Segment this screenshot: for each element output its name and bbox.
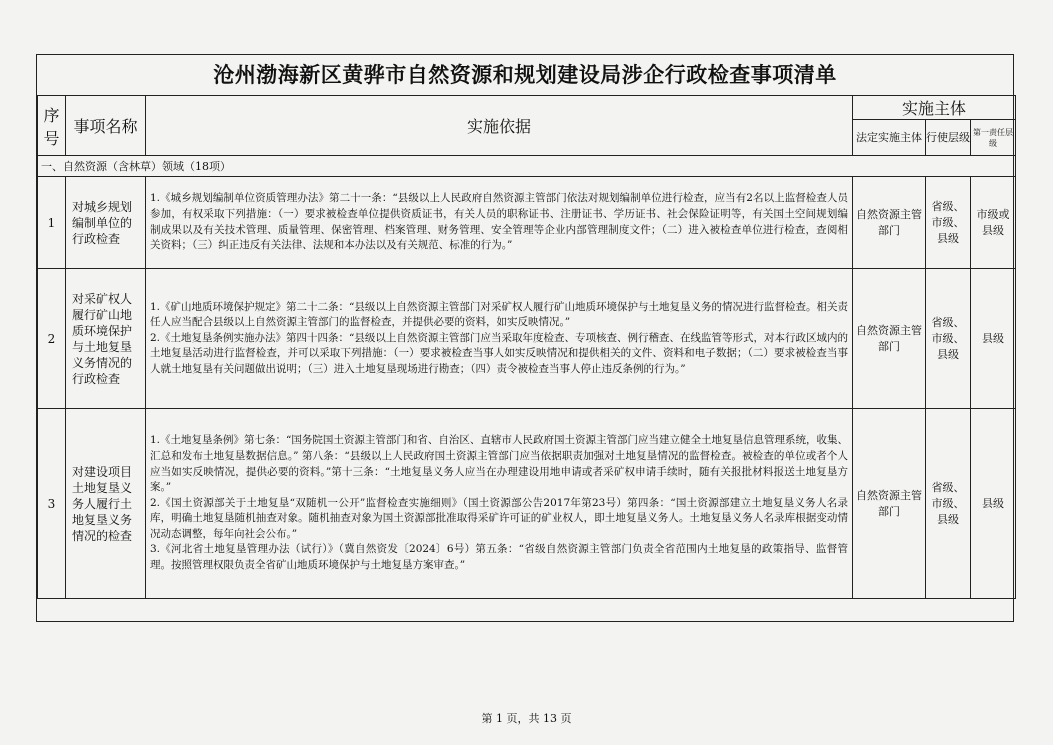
basis-paragraph: 1.《城乡规划编制单位资质管理办法》第二十一条：“县级以上人民政府自然资源主管部门依法对规划编制单位进行检查，应当有2名以上监督检查人员参加，有权采取下列措施：（一）要求被检查单位提供资质证书，有关人员的职称证书、注册证书、学历证书、社会保险证明等，有关国土空间规划编制成果以及有关技术管理、质量管理、保密管理、档案管理、财务管理、安全管理等企业内部管理制度文件；（二）进入被检查单位进行检查，查阅相关资料；（三）纠正违反有关法律、法规和本办法以及有关规范、标准的行为。” xyxy=(150,192,848,252)
statutory-subject: 自然资源主管部门 xyxy=(853,269,926,409)
table-row xyxy=(38,177,1016,269)
row-index: 2 xyxy=(38,269,66,409)
basis-paragraph: 2.《国土资源部关于土地复垦“双随机一公开”监督检查实施细则》（国土资源部公告2017年第23号）第四条：“国土资源部建立土地复垦义务人名录库，明确土地复垦随机抽查对象。随机抽查对象为国土资源部批准取得采矿许可证的矿业权人，即土地复垦义务人。土地复垦义务人名录库根据变动情况动态调整，每年向社会公布。” xyxy=(150,496,848,540)
basis-paragraph: 2.《土地复垦条例实施办法》第四十四条：“县级以上自然资源主管部门应当采取年度检查、专项核查、例行稽查、在线监管等形式，对本行政区域内的土地复垦活动进行监督检查，并可以采取下列措施：（一）要求被检查当事人如实反映情况和提供相关的文件、资料和电子数据；（二）要求被检查当事人就土地复垦有关问题做出说明；（三）进入土地复垦现场进行勘查；（四）责令被检查当事人停止违反条例的行为。” xyxy=(150,331,848,375)
basis-paragraph: 1.《矿山地质环境保护规定》第二十二条：“县级以上自然资源主管部门对采矿权人履行矿山地质环境保护与土地复垦义务的情况进行监督检查。相关责任人应当配合县级以上自然资源主管部门的监督检查，并提供必要的资料，如实反映情况。” xyxy=(150,300,848,329)
header-statutory: 法定实施主体 xyxy=(853,120,926,156)
first-level: 县级 xyxy=(971,409,1016,599)
header-name: 事项名称 xyxy=(66,96,146,156)
section-heading: 一、自然资源（含林草）领域（18项） xyxy=(38,156,1016,177)
item-name: 对城乡规划编制单位的行政检查 xyxy=(66,177,146,269)
exercise-level: 省级、市级、县级 xyxy=(926,409,971,599)
page-title: 沧州渤海新区黄骅市自然资源和规划建设局涉企行政检查事项清单 xyxy=(213,62,837,87)
header-first-level: 第一责任层级 xyxy=(971,120,1016,156)
table-row xyxy=(38,409,1016,599)
row-index: 3 xyxy=(38,409,66,599)
first-level: 县级 xyxy=(971,269,1016,409)
table-row xyxy=(38,269,1016,409)
basis-text xyxy=(146,409,853,599)
inspection-table xyxy=(37,95,1016,599)
page-footer: 第 1 页，共 13 页 xyxy=(481,712,572,725)
header-seq: 序号 xyxy=(38,96,66,156)
header-basis: 实施依据 xyxy=(146,96,853,156)
header-subject: 实施主体 xyxy=(853,96,1016,120)
statutory-subject: 自然资源主管部门 xyxy=(853,177,926,269)
basis-text xyxy=(146,177,853,269)
statutory-subject: 自然资源主管部门 xyxy=(853,409,926,599)
row-index: 1 xyxy=(38,177,66,269)
first-level: 市级或县级 xyxy=(971,177,1016,269)
basis-text xyxy=(146,269,853,409)
basis-paragraph: 3.《河北省土地复垦管理办法（试行）》（冀自然资发〔2024〕6号）第五条：“省级自然资源主管部门负责全省范围内土地复垦的政策指导、监督管理。按照管理权限负责全省矿山地质环境保护与土地复垦方案审查。” xyxy=(150,543,848,572)
exercise-level: 省级、市级、县级 xyxy=(926,269,971,409)
document-page xyxy=(36,54,1014,622)
item-name: 对建设项目土地复垦义务人履行土地复垦义务情况的检查 xyxy=(66,409,146,599)
header-level: 行使层级 xyxy=(926,120,971,156)
basis-paragraph: 1.《土地复垦条例》第七条：“国务院国土资源主管部门和省、自治区、直辖市人民政府国土资源主管部门应当建立健全土地复垦信息管理系统，收集、汇总和发布土地复垦数据信息。” 第八条：“县级以上人民政府国土资源主管部门应当依据职责加强对土地复垦情况的监督检查。被检查的单位或者个人应当如实反映情况，提供必要的资料。”第十三条：“土地复垦义务人应当在办理建设用地申请或者采矿权申请手续时，随有关报批材料报送土地复垦方案。” xyxy=(150,434,848,494)
item-name: 对采矿权人履行矿山地质环境保护与土地复垦义务情况的行政检查 xyxy=(66,269,146,409)
exercise-level: 省级、市级、县级 xyxy=(926,177,971,269)
